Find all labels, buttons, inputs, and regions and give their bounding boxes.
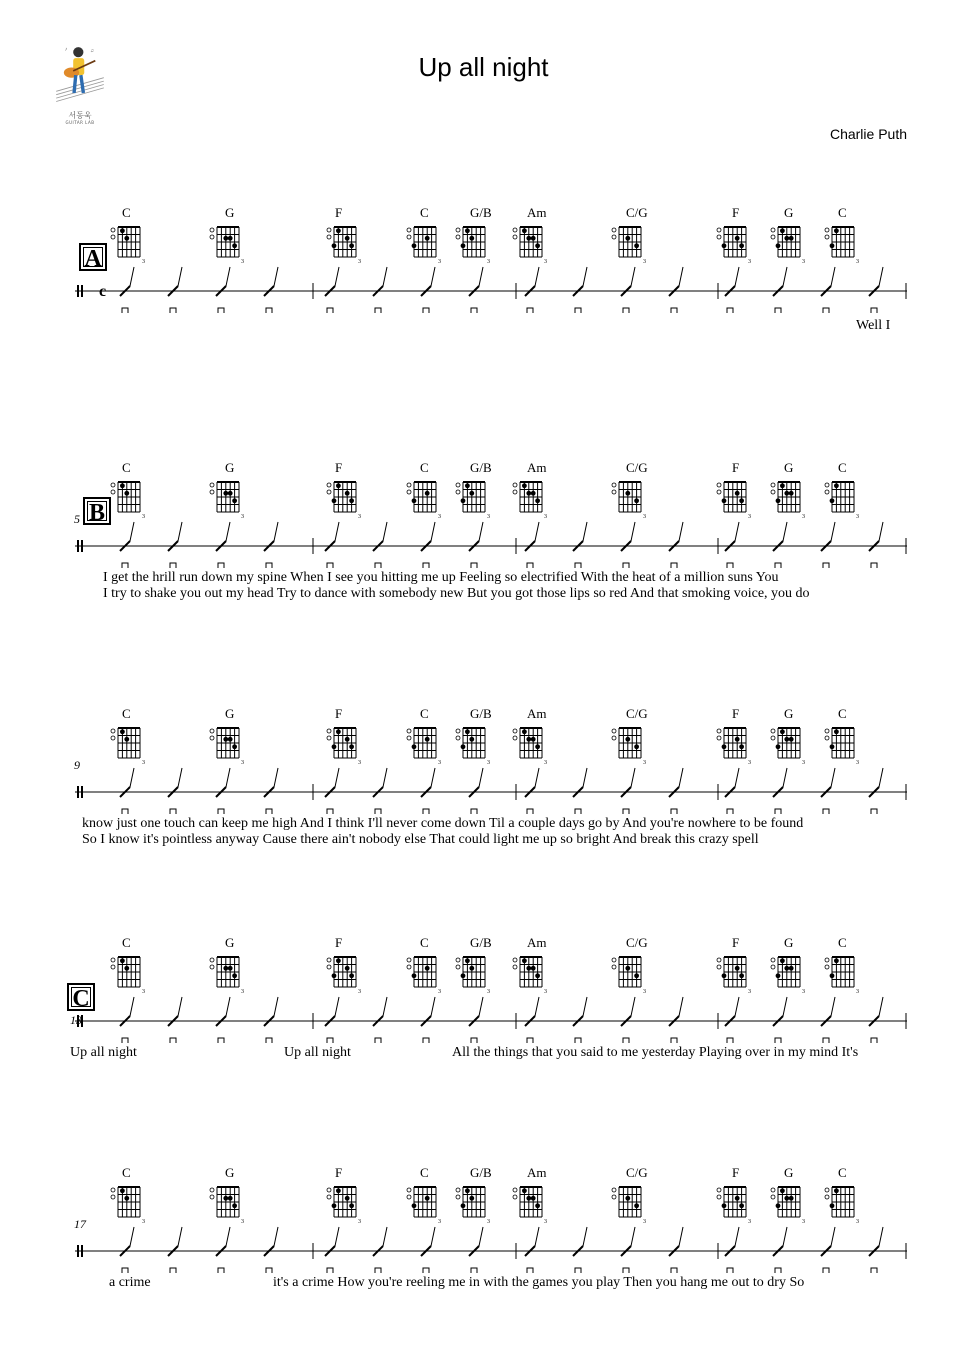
svg-text:c: c	[99, 283, 107, 300]
chord-name: F	[335, 706, 343, 721]
chord-name: G	[225, 1165, 235, 1180]
svg-text:3: 3	[544, 514, 547, 520]
chord-name: C	[838, 935, 847, 950]
composer: Charlie Puth	[829, 126, 907, 142]
chord-diagram	[771, 482, 805, 520]
svg-text:3: 3	[856, 514, 859, 520]
svg-text:3: 3	[856, 259, 859, 265]
chord-diagram	[407, 957, 441, 995]
chord-diagram	[717, 957, 751, 995]
chord-diagram	[825, 957, 859, 995]
chord-diagram	[456, 957, 490, 995]
svg-text:3: 3	[544, 259, 547, 265]
svg-text:3: 3	[438, 259, 441, 265]
chord-diagram	[513, 227, 547, 265]
chord-diagram	[612, 1187, 646, 1225]
chord-name: C	[420, 1165, 429, 1180]
chord-diagram	[327, 227, 361, 265]
chord-name: G	[225, 460, 235, 475]
svg-text:3: 3	[241, 760, 244, 766]
chord-name: C	[122, 205, 131, 220]
chord-name: Am	[527, 205, 547, 220]
chord-name: C/G	[626, 205, 648, 220]
chord-name: F	[335, 935, 343, 950]
svg-text:3: 3	[748, 1219, 751, 1225]
svg-text:3: 3	[643, 760, 646, 766]
chord-diagram	[407, 227, 441, 265]
svg-text:3: 3	[802, 259, 805, 265]
chord-name: C	[838, 460, 847, 475]
chord-name: Am	[527, 935, 547, 950]
chord-diagram	[327, 482, 361, 520]
svg-text:3: 3	[802, 760, 805, 766]
chord-name: C	[122, 460, 131, 475]
page-title: Up all night	[418, 52, 549, 82]
svg-text:3: 3	[438, 989, 441, 995]
chord-diagram	[210, 1187, 244, 1225]
chord-name: C	[122, 706, 131, 721]
chord-name: F	[732, 935, 740, 950]
chord-diagram	[111, 1187, 145, 1225]
chord-name: G	[784, 460, 794, 475]
chord-diagram	[407, 482, 441, 520]
chord-diagram	[456, 482, 490, 520]
svg-text:3: 3	[643, 989, 646, 995]
chord-name: C	[420, 706, 429, 721]
svg-text:3: 3	[748, 989, 751, 995]
rehearsal-mark: A	[79, 243, 107, 271]
logo-subtext: GUITAR LAB	[65, 120, 95, 125]
chord-diagram	[612, 957, 646, 995]
chord-diagram	[456, 227, 490, 265]
chord-name: Am	[527, 1165, 547, 1180]
svg-text:3: 3	[241, 514, 244, 520]
chord-name: C	[838, 1165, 847, 1180]
chord-diagram	[717, 1187, 751, 1225]
chord-name: G	[225, 706, 235, 721]
svg-text:3: 3	[142, 259, 145, 265]
rehearsal-mark: B	[83, 497, 111, 525]
chord-diagram	[111, 227, 145, 265]
chord-name: F	[335, 460, 343, 475]
svg-text:3: 3	[358, 259, 361, 265]
svg-text:3: 3	[748, 259, 751, 265]
svg-text:3: 3	[544, 760, 547, 766]
rehearsal-mark: C	[67, 983, 95, 1011]
measure-number: 5	[74, 512, 80, 526]
chord-diagram	[327, 728, 361, 766]
lyric-line: it's a crime How you're reeling me in with the games you play Then you hang me out to dry So	[273, 1275, 805, 1290]
chord-diagram	[210, 227, 244, 265]
svg-text:3: 3	[856, 760, 859, 766]
score-system	[0, 935, 967, 1065]
chord-diagram	[771, 1187, 805, 1225]
svg-text:3: 3	[487, 760, 490, 766]
chord-diagram	[456, 728, 490, 766]
lyric-line: Up all night	[284, 1045, 351, 1060]
chord-diagram	[612, 482, 646, 520]
chord-diagram	[456, 1187, 490, 1225]
staff-notation	[0, 205, 967, 335]
chord-diagram	[111, 728, 145, 766]
chord-diagram	[513, 1187, 547, 1225]
chord-name: G/B	[470, 205, 492, 220]
chord-diagram	[771, 227, 805, 265]
chord-diagram	[825, 482, 859, 520]
svg-text:3: 3	[802, 1219, 805, 1225]
chord-name: C/G	[626, 706, 648, 721]
svg-text:3: 3	[358, 760, 361, 766]
score-system	[0, 706, 967, 847]
svg-text:3: 3	[487, 1219, 490, 1225]
svg-text:3: 3	[643, 514, 646, 520]
chord-diagram	[825, 1187, 859, 1225]
chord-name: G/B	[470, 706, 492, 721]
chord-diagram	[717, 227, 751, 265]
svg-text:3: 3	[487, 514, 490, 520]
chord-diagram	[771, 957, 805, 995]
svg-text:3: 3	[487, 989, 490, 995]
svg-text:3: 3	[358, 989, 361, 995]
svg-text:3: 3	[856, 1219, 859, 1225]
chord-diagram	[407, 728, 441, 766]
svg-text:3: 3	[241, 1219, 244, 1225]
chord-diagram	[210, 728, 244, 766]
chord-name: C	[838, 205, 847, 220]
svg-text:3: 3	[142, 1219, 145, 1225]
lyric-line: Well I	[856, 318, 891, 333]
chord-name: F	[335, 205, 343, 220]
chord-diagram	[771, 728, 805, 766]
score-system	[0, 205, 967, 335]
guitar-player-logo-icon	[48, 42, 112, 110]
score-system	[0, 460, 967, 601]
chord-diagram	[513, 482, 547, 520]
svg-text:3: 3	[643, 1219, 646, 1225]
measure-number: 17	[74, 1217, 86, 1231]
score-system	[0, 1165, 967, 1295]
chord-diagram	[513, 957, 547, 995]
svg-text:3: 3	[438, 514, 441, 520]
svg-text:3: 3	[142, 989, 145, 995]
svg-text:3: 3	[241, 259, 244, 265]
chord-name: C	[122, 935, 131, 950]
lyric-line: Up all night	[70, 1045, 137, 1060]
lyric-line: All the things that you said to me yesterday Playing over in my mind It's	[452, 1045, 859, 1060]
svg-text:3: 3	[438, 1219, 441, 1225]
chord-diagram	[825, 728, 859, 766]
chord-diagram	[111, 482, 145, 520]
chord-diagram	[210, 957, 244, 995]
chord-name: G/B	[470, 460, 492, 475]
chord-name: G/B	[470, 935, 492, 950]
svg-text:3: 3	[856, 989, 859, 995]
chord-diagram	[327, 1187, 361, 1225]
chord-diagram	[717, 728, 751, 766]
chord-diagram	[513, 728, 547, 766]
svg-text:♪: ♪	[64, 46, 68, 53]
svg-text:3: 3	[241, 989, 244, 995]
chord-name: G	[784, 935, 794, 950]
logo-text: 서동욱	[68, 111, 92, 120]
chord-name: C/G	[626, 935, 648, 950]
chord-name: G	[784, 1165, 794, 1180]
measure-number: 13	[70, 1013, 82, 1027]
chord-diagram	[327, 957, 361, 995]
svg-text:3: 3	[358, 1219, 361, 1225]
measure-number: 9	[74, 758, 80, 772]
chord-name: F	[732, 460, 740, 475]
chord-name: G	[225, 205, 235, 220]
svg-text:♫: ♫	[90, 48, 95, 55]
chord-name: F	[335, 1165, 343, 1180]
svg-text:3: 3	[142, 760, 145, 766]
chord-name: C/G	[626, 1165, 648, 1180]
svg-text:3: 3	[748, 514, 751, 520]
lyric-line: So I know it's pointless anyway Cause there ain't nobody else That could light me up so bright And break this crazy spell	[82, 832, 759, 847]
chord-diagram	[825, 227, 859, 265]
lyric-line: know just one touch can keep me high And I think I'll never come down Til a couple days go by And you're nowhere to be found	[82, 816, 804, 831]
chord-name: Am	[527, 706, 547, 721]
svg-text:3: 3	[438, 760, 441, 766]
svg-text:3: 3	[487, 259, 490, 265]
lyric-line: I try to shake you out my head Try to dance with somebody new But you got those lips so red And that smoking voice, you do	[103, 586, 810, 601]
chord-diagram	[210, 482, 244, 520]
chord-name: C	[420, 460, 429, 475]
chord-name: C	[122, 1165, 131, 1180]
chord-name: G	[784, 706, 794, 721]
chord-diagram	[612, 728, 646, 766]
chord-name: C	[420, 205, 429, 220]
chord-name: G/B	[470, 1165, 492, 1180]
lyric-line: a crime	[109, 1275, 151, 1290]
svg-text:3: 3	[643, 259, 646, 265]
svg-text:3: 3	[802, 514, 805, 520]
chord-name: F	[732, 706, 740, 721]
svg-text:3: 3	[544, 989, 547, 995]
chord-name: G	[784, 205, 794, 220]
chord-diagram	[111, 957, 145, 995]
chord-name: Am	[527, 460, 547, 475]
svg-text:3: 3	[358, 514, 361, 520]
chord-diagram	[407, 1187, 441, 1225]
svg-text:3: 3	[748, 760, 751, 766]
chord-diagram	[612, 227, 646, 265]
chord-name: C	[838, 706, 847, 721]
chord-name: F	[732, 1165, 740, 1180]
svg-text:3: 3	[544, 1219, 547, 1225]
svg-text:3: 3	[802, 989, 805, 995]
svg-text:3: 3	[142, 514, 145, 520]
lyric-line: I get the hrill run down my spine When I see you hitting me up Feeling so electrified With the heat of a million suns You	[103, 570, 779, 585]
chord-diagram	[717, 482, 751, 520]
chord-name: C	[420, 935, 429, 950]
chord-name: F	[732, 205, 740, 220]
chord-name: C/G	[626, 460, 648, 475]
chord-name: G	[225, 935, 235, 950]
